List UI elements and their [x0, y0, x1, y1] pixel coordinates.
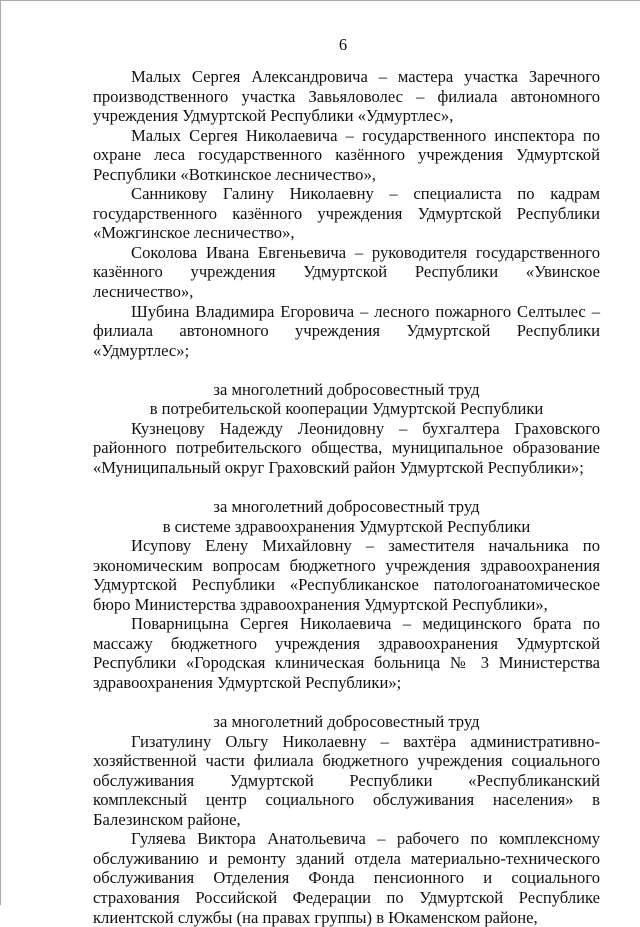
section-heading: за многолетний добросовестный труд: [213, 379, 480, 399]
section-subheading: в потребительской кооперации Удмуртской Республики: [149, 399, 544, 419]
document-body: [93, 67, 600, 927]
section-spacer: [93, 477, 600, 497]
award-paragraph: Малых Сергея Николаевича – государственного инспектора по охране леса государственного казённого учреждения Удмуртской Республики «Воткинское лесничество»,: [93, 125, 600, 184]
section-heading: за многолетний добросовестный труд: [213, 497, 480, 517]
award-section-general: [93, 712, 600, 927]
award-paragraph: Соколова Ивана Евгеньевича – руководителя государственного казённого учреждения Удмуртской Республики «Увинское лесничество»,: [93, 242, 600, 302]
award-paragraph: Кузнецову Надежду Леонидовну – бухгалтера Граховского районного потребительского общества, муниципальное образование «Муниципальный округ Граховский район Удмуртской Республики»;: [93, 418, 600, 477]
award-paragraph: Гизатулину Ольгу Николаевну – вахтёра административно-хозяйственной части филиала бюджетного учреждения социального обслуживания Удмуртской Республики «Республиканский комплексный центр социального обслуживания населения» в Балезинском районе,: [93, 731, 600, 829]
section-spacer: [93, 360, 600, 380]
award-section-forestry: [93, 67, 600, 360]
award-paragraph: Гуляева Виктора Анатольевича – рабочего по комплексному обслуживанию и ремонту зданий отдела материально-технического обслуживания Отделения Фонда пенсионного и социального страхования Российской Федерации по Удмуртской Республике клиентской службы (на правах группы) в Юкаменском районе,: [93, 829, 600, 927]
section-heading: за многолетний добросовестный труд: [213, 712, 480, 732]
award-paragraph: Санникову Галину Николаевну – специалиста по кадрам государственного казённого учреждения Удмуртской Республики «Можгинское лесничество»,: [93, 184, 600, 243]
award-paragraph: Исупову Елену Михайловну – заместителя начальника по экономическим вопросам бюджетного учреждения здравоохранения Удмуртской Республики «Республиканское патологоанатомическое бюро Министерства здравоохранения Удмуртской Республики»,: [93, 536, 600, 614]
award-paragraph: Малых Сергея Александровича – мастера участка Заречного производственного участка Завьяловолес – филиала автономного учреждения Удмуртской Республики «Удмуртлес»,: [93, 67, 600, 126]
award-section-healthcare: [93, 497, 600, 692]
page-number: 6: [338, 35, 348, 54]
award-paragraph: Поварницына Сергея Николаевича – медицинского брата по массажу бюджетного учреждения здравоохранения Удмуртской Республики «Городская клиническая больница № 3 Министерства здравоохранения Удмуртской Республики»;: [93, 614, 600, 692]
award-paragraph: Шубина Владимира Егоровича – лесного пожарного Селтылес – филиала автономного учреждения Удмуртской Республики «Удмуртлес»;: [93, 301, 600, 360]
section-subheading: в системе здравоохранения Удмуртской Республики: [162, 516, 531, 536]
award-section-consumer-cooperation: [93, 380, 600, 478]
section-spacer: [93, 693, 600, 713]
